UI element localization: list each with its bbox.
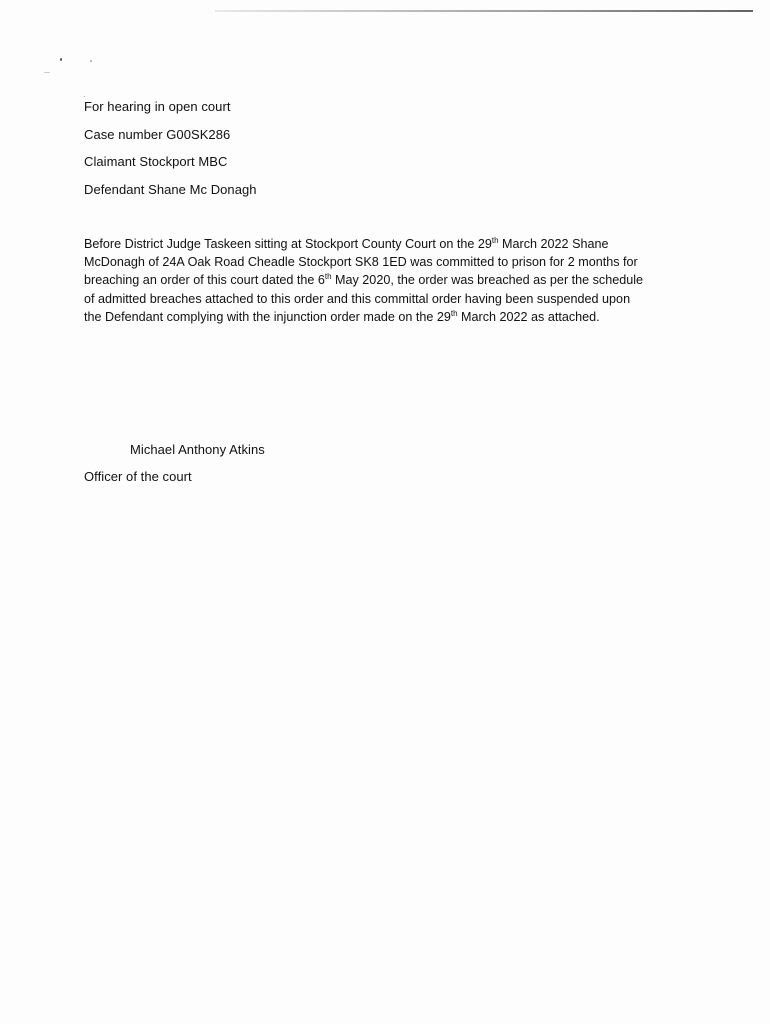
committal-order-paragraph [84, 235, 684, 326]
scan-speck [60, 58, 62, 61]
scan-speck [84, 96, 85, 97]
signatory-title: Officer of the court [84, 469, 192, 484]
paragraph-line: of admitted breaches attached to this order and this committal order having been suspended upon [84, 291, 631, 306]
paragraph-line: McDonagh of 24A Oak Road Cheadle Stockport SK8 1ED was committed to prison for 2 months for [84, 255, 638, 270]
claimant-line: Claimant Stockport MBC [84, 154, 228, 169]
paragraph-line: Before District Judge Taskeen sitting at Stockport County Court on the 29th March 2022 Shane [84, 235, 609, 251]
case-number-line: Case number G00SK286 [84, 127, 231, 142]
scan-speck [44, 72, 50, 73]
signatory-name: Michael Anthony Atkins [130, 442, 265, 457]
paragraph-line: the Defendant complying with the injunction order made on the 29th March 2022 as attached. [84, 308, 600, 324]
scan-speck [90, 60, 92, 62]
defendant-line: Defendant Shane Mc Donagh [84, 182, 257, 197]
hearing-line: For hearing in open court [84, 99, 231, 114]
scan-artifact-line [215, 10, 753, 12]
paragraph-line: breaching an order of this court dated the 6th May 2020, the order was breached as per the schedule [84, 272, 644, 288]
